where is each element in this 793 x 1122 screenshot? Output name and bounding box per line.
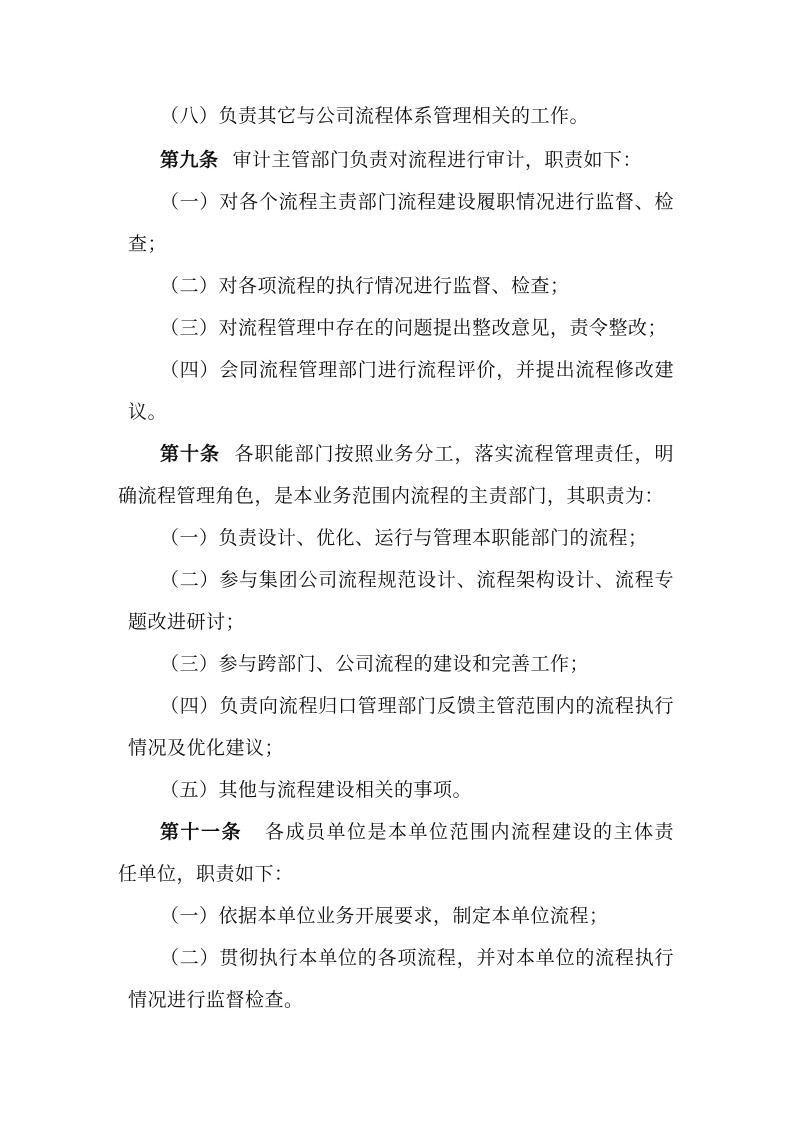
article-9-item-4: （四）会同流程管理部门进行流程评价，并提出流程修改建 [160, 359, 674, 381]
paragraph-item-8: （八）负责其它与公司流程体系管理相关的工作。 [160, 105, 590, 127]
article-11-text: 各成员单位是本单位范围内流程建设的主体责 [264, 821, 674, 843]
article-11-item-2-cont: 情况进行监督检查。 [128, 989, 304, 1011]
article-9-item-1: （一）对各个流程主责部门流程建设履职情况进行监督、检 [160, 191, 674, 213]
article-10-item-4: （四）负责向流程归口管理部门反馈主管范围内的流程执行 [160, 695, 674, 717]
article-9-item-1-cont: 查； [128, 233, 168, 255]
article-10-item-5: （五）其他与流程建设相关的事项。 [160, 779, 473, 801]
article-10-label: 第十条 [160, 443, 220, 465]
article-11-item-1: （一）依据本单位业务开展要求，制定本单位流程； [160, 905, 609, 927]
article-10-item-1: （一）负责设计、优化、运行与管理本职能部门的流程； [160, 527, 648, 549]
article-9-item-3: （三）对流程管理中存在的问题提出整改意见，责令整改； [160, 317, 668, 339]
article-11-text-cont: 任单位，职责如下： [118, 863, 294, 885]
article-10-heading [160, 441, 674, 467]
article-11-heading [160, 819, 674, 845]
article-9-label: 第九条 [160, 149, 219, 171]
article-10-item-4-cont: 情况及优化建议； [128, 737, 285, 759]
article-9-heading [160, 147, 642, 173]
article-10-item-3: （三）参与跨部门、公司流程的建设和完善工作； [160, 653, 590, 675]
article-9-item-4-cont: 议。 [128, 401, 168, 423]
article-9-item-2: （二）对各项流程的执行情况进行监督、检查； [160, 275, 570, 297]
article-11-item-2: （二）贯彻执行本单位的各项流程，并对本单位的流程执行 [160, 947, 674, 969]
article-9-text: 审计主管部门负责对流程进行审计，职责如下： [232, 149, 643, 171]
article-11-label: 第十一条 [160, 821, 242, 843]
article-10-text: 各职能部门按照业务分工，落实流程管理责任，明 [234, 443, 674, 465]
article-10-item-2: （二）参与集团公司流程规范设计、流程架构设计、流程专 [160, 569, 674, 591]
article-10-item-2-cont: 题改进研讨； [128, 611, 246, 633]
article-10-text-cont: 确流程管理角色，是本业务范围内流程的主责部门，其职责为： [118, 485, 665, 507]
